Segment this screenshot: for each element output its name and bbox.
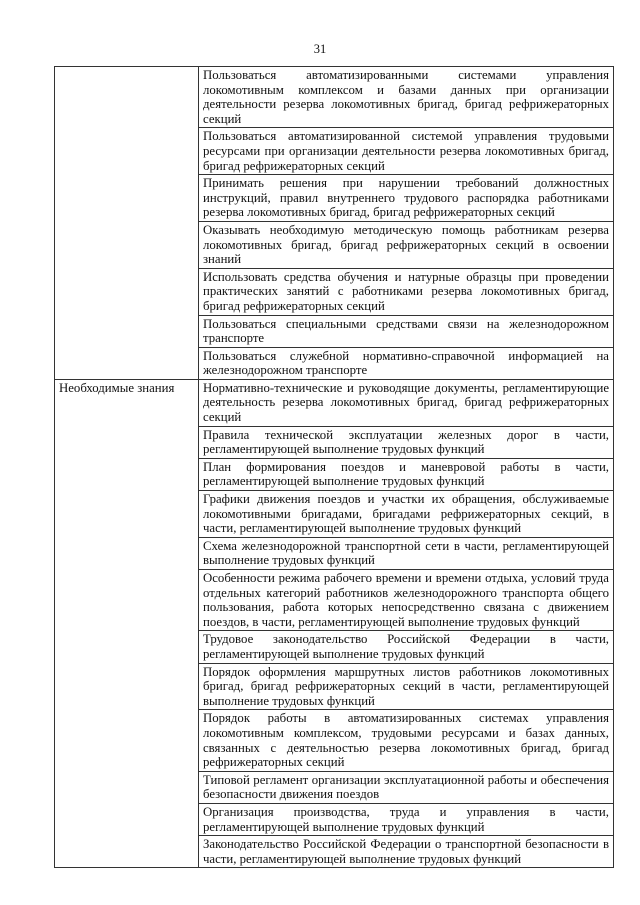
section-label-skills xyxy=(55,67,199,380)
table-cell: Пользоваться служебной нормативно-справочной информацией на железнодорожном транспорте xyxy=(199,347,614,379)
table-cell: Нормативно-технические и руководящие документы, регламентирующие деятельность резерва локомотивных бригад, бригад рефрижераторных секций xyxy=(199,379,614,426)
table-cell: Порядок оформления маршрутных листов работников локомотивных бригад, бригад рефрижераторных секций в части, регламентирующей выполнение трудовых функций xyxy=(199,663,614,710)
table-cell: Трудовое законодательство Российской Федерации в части, регламентирующей выполнение трудовых функций xyxy=(199,631,614,663)
table-cell: Графики движения поездов и участки их обращения, обслуживаемые локомотивными бригадами, бригадами рефрижераторных секций, в части, регламентирующей выполнение трудовых функций xyxy=(199,491,614,538)
table-cell: Оказывать необходимую методическую помощь работникам резерва локомотивных бригад, бригад рефрижераторных секций в освоении знаний xyxy=(199,221,614,268)
table-cell: Законодательство Российской Федерации о транспортной безопасности в части, регламентирующей выполнение трудовых функций xyxy=(199,836,614,868)
table-cell: Пользоваться автоматизированными системами управления локомотивным комплексом и базами данных при организации деятельности резерва локомотивных бригад, бригад рефрижераторных секций xyxy=(199,67,614,128)
table-cell: Использовать средства обучения и натурные образцы при проведении практических занятий с работниками резерва локомотивных бригад, бригад рефрижераторных секций xyxy=(199,268,614,315)
table-cell: Организация производства, труда и управления в части, регламентирующей выполнение трудовых функций xyxy=(199,803,614,835)
table-cell: Особенности режима рабочего времени и времени отдыха, условий труда отдельных категорий работников железнодорожного транспорта общего пользования, работа которых непосредственно связана с движением поездов, в части, регламентирующей выполнение трудовых функций xyxy=(199,570,614,631)
page-number: 31 xyxy=(313,42,327,56)
section-label-knowledge: Необходимые знания xyxy=(55,379,199,867)
table-cell: План формирования поездов и маневровой работы в части, регламентирующей выполнение трудовых функций xyxy=(199,458,614,490)
page-bottom-margin xyxy=(0,896,640,905)
requirements-table xyxy=(54,66,614,868)
table-cell: Порядок работы в автоматизированных системах управления локомотивным комплексом, трудовыми ресурсами и базах данных, связанных с деятельностью резерва локомотивных бригад, бригад рефрижераторных секций xyxy=(199,710,614,771)
table-row xyxy=(55,379,614,426)
table-cell: Принимать решения при нарушении требований должностных инструкций, правил внутреннего трудового распорядка работниками резерва локомотивных бригад, бригад рефрижераторных секций xyxy=(199,175,614,222)
table-cell: Схема железнодорожной транспортной сети в части, регламентирующей выполнение трудовых функций xyxy=(199,537,614,569)
table-cell: Типовой регламент организации эксплуатационной работы и обеспечения безопасности движения поездов xyxy=(199,771,614,803)
table-cell: Пользоваться автоматизированной системой управления трудовыми ресурсами при организации деятельности резерва локомотивных бригад, бригад рефрижераторных секций xyxy=(199,128,614,175)
table-cell: Пользоваться специальными средствами связи на железнодорожном транспорте xyxy=(199,315,614,347)
table-cell: Правила технической эксплуатации железных дорог в части, регламентирующей выполнение трудовых функций xyxy=(199,426,614,458)
table-row xyxy=(55,67,614,128)
